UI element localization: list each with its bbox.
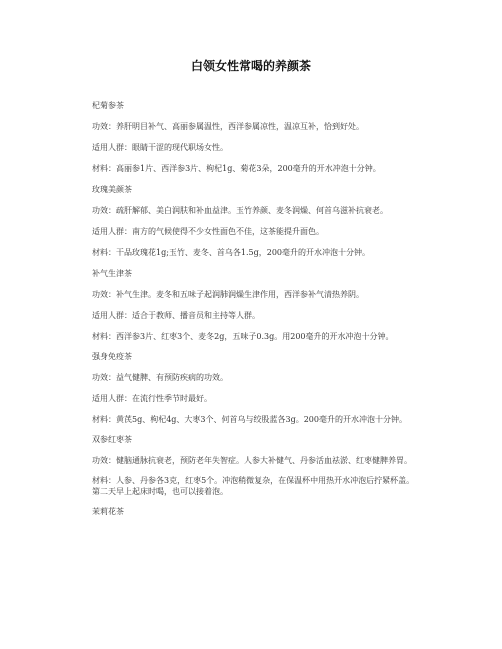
section-heading: 茉莉花茶 xyxy=(92,507,124,516)
efficacy-text: 功效：健脑通脉抗衰老，预防老年失智症。人参大补健气、丹参活血祛淤、红枣健脾养胃。 xyxy=(92,456,412,465)
materials-text: 材料：西洋参3片、红枣3个、麦冬2g，五味子0.3g。用200毫升的开水冲泡十分钟。 xyxy=(92,332,394,341)
section-qiju-tea xyxy=(92,100,422,174)
section-heading: 杞菊参茶 xyxy=(92,101,124,110)
materials-text: 材料：高丽参1片、西洋参3片、枸杞1g、菊花3朵，200毫升的开水冲泡十分钟。 xyxy=(92,164,381,173)
section-rose-tea xyxy=(92,184,422,258)
section-heading: 双参红枣茶 xyxy=(92,435,132,444)
section-shuangshen-tea xyxy=(92,434,422,497)
efficacy-text: 功效：养肝明目补气、高丽参属温性，西洋参属凉性，温凉互补，恰到好处。 xyxy=(92,122,364,131)
efficacy-text: 功效：补气生津。麦冬和五味子起润肺润燥生津作用，西洋参补气清热养阴。 xyxy=(92,290,364,299)
audience-text: 适用人群：眼睛干涩的现代职场女性。 xyxy=(92,143,228,152)
section-heading: 补气生津茶 xyxy=(92,269,132,278)
materials-text: 材料：黄芪5g、枸杞4g、大枣3个、何首乌与绞股蓝各3g。200毫升的开水冲泡十分钟。 xyxy=(92,415,407,424)
section-heading: 强身免疫茶 xyxy=(92,352,132,361)
efficacy-text: 功效：疏肝解郁、美白润肤和补血益津。玉竹养颜、麦冬润燥、何首乌滋补抗衰老。 xyxy=(92,206,388,215)
section-jasmine-tea xyxy=(92,506,422,517)
efficacy-text: 功效：益气健脾、有预防疾病的功效。 xyxy=(92,373,228,382)
audience-text: 适用人群：南方的气候使得不少女性面色不佳，这茶能提升面色。 xyxy=(92,227,324,236)
document-title: 白领女性常喝的养颜茶 xyxy=(190,59,311,73)
section-immunity-tea xyxy=(92,351,422,425)
section-heading: 玫瑰美颜茶 xyxy=(92,185,132,194)
materials-text: 材料：人参、丹参各3克，红枣5个。冲泡稍微复杂，在保温杯中用热开水冲泡后拧紧杯盖。第二天早上起床时喝，也可以接着泡。 xyxy=(92,476,415,496)
section-buqi-tea xyxy=(92,268,422,342)
audience-text: 适用人群：在流行性季节时最好。 xyxy=(92,394,212,403)
document-body xyxy=(92,100,422,527)
materials-text: 材料：干品玫瑰花1g;玉竹、麦冬、首乌各1.5g，200毫升的开水冲泡十分钟。 xyxy=(92,248,371,257)
audience-text: 适用人群：适合于教师、播音员和主持等人群。 xyxy=(92,311,260,320)
